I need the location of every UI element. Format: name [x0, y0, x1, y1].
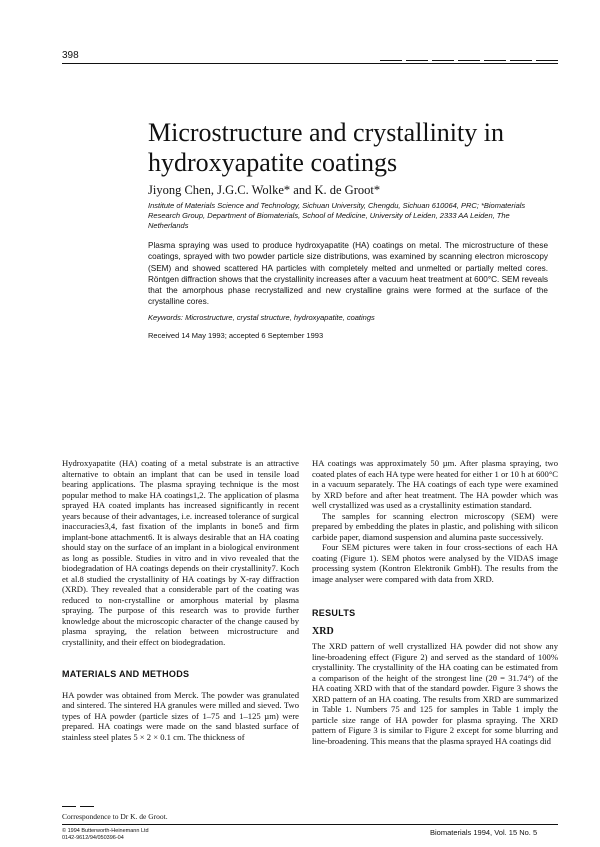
header-dash	[432, 60, 454, 61]
abstract: Plasma spraying was used to produce hydroxyapatite (HA) coatings on metal. The microstructure of these coatings, sprayed with two powder particle size distributions, was examined by scanning electron microscopy (SEM) and showed scattered HA particles with completely melted and unmelted or partially melted cores. Röntgen diffraction shows that the crystallinity increases after a vacuum heat treatment at 600°C. SEM reveals that the amorphous phase recrystallized and new crystalline grains were formed at the surface of the crystalline cores.	[148, 241, 548, 307]
header-dash	[484, 60, 506, 61]
footer-rule	[62, 824, 558, 825]
footnote-rule	[80, 806, 94, 807]
methods-heading: MATERIALS AND METHODS	[62, 669, 190, 679]
xrd-heading: XRD	[312, 625, 334, 637]
header-dash	[536, 60, 558, 61]
correspondence-note: Correspondence to Dr K. de Groot.	[62, 812, 168, 821]
header-dash	[510, 60, 532, 61]
introduction-paragraph: Hydroxyapatite (HA) coating of a metal substrate is an attractive alternative to obtain an implant that can be used in tensile load bearing applications. The plasma spraying technique is the most popular method to make HA coatings1,2. The application of plasma sprayed HA coated implants has increased significantly in recent years because of their advantages, i.e. increased tolerance of surgical inaccuracies3,4, fast fixation of the implants in bone5 and firm implant-bone attachment6. It is always desirable that an HA coating should stay on the surface of an implant in a biological environment as long as possible. Studies in vitro and in vivo revealed that the biodegradation of HA coatings depends on their crystallinity7. Koch et al.8 studied the crystallinity of HA coatings by X-ray diffraction (XRD). They revealed that a considerable part of the coating was reduced to non-crystalline or amorphous material by plasma spraying. The purpose of this research was to provide further knowledge about the microscopic character of the change caused by plasma spraying, the relation between microstructure and crystallinity, and their effect on biodegradation.	[62, 458, 299, 647]
methods-paragraph: HA powder was obtained from Merck. The powder was granulated and sintered. The sintered HA granules were milled and sieved. Two types of HA powder (particle sizes of 1–75 and 1–125 µm) were prepared. HA coatings were made on the sand blasted surface of stainless steel plates 5 × 2 × 0.1 cm. The thickness of	[62, 689, 299, 742]
journal-citation: Biomaterials 1994, Vol. 15 No. 5	[430, 828, 538, 837]
keywords: Keywords: Microstructure, crystal structure, hydroxyapatite, coatings	[148, 313, 375, 322]
author-affiliation: Institute of Materials Science and Technology, Sichuan University, Chengdu, Sichuan 610064, PRC; *Biomaterials Research Group, Department of Biomaterials, School of Medicine, University of Leiden, 2333 AA Leiden, The Netherlands	[148, 201, 526, 230]
article-authors: Jiyong Chen, J.G.C. Wolke* and K. de Groot*	[148, 183, 381, 197]
header-rule	[62, 63, 558, 64]
header-dash	[406, 60, 428, 61]
xrd-paragraph: The XRD pattern of well crystallized HA powder did not show any line-broadening effect (Figure 2) and served as the standard of 100% crystallinity. The crystallinity of the HA coating can be estimated from a comparison of the height of the strongest line (2θ = 31.74°) of the HA coating XRD with that of the standard powder. Figure 3 shows the XRD pattern of an HA coating. The results from XRD are summarized in Table 1. Numbers 75 and 125 for samples in Table 1 imply the particle size range of HA powder for plasma spraying. The XRD pattern of Figure 3 is similar to Figure 2 except for some blurring and line-broadening. This means that the plasma sprayed HA coatings did	[312, 641, 558, 746]
header-dash	[380, 60, 402, 61]
results-heading: RESULTS	[312, 608, 356, 618]
footnote-rule	[62, 806, 76, 807]
copyright-notice: © 1994 Butterworth-Heinemann Ltd 0142-9612/94/050396-04	[62, 828, 149, 841]
page-number: 398	[62, 50, 79, 61]
right-column	[312, 458, 558, 746]
methods-paragraph-continued: HA coatings was approximately 50 µm. After plasma spraying, two coated plates of each HA type were heated for either 1 or 10 h at 600°C in a vacuum separately. The HA coatings of each type were examined by XRD before and after heat treatment. The HA powder which was well crystallized was used as a crystallinity estimation standard.	[312, 458, 558, 510]
header-dash	[458, 60, 480, 61]
article-title: Microstructure and crystallinity in hydroxyapatite coatings	[148, 118, 504, 177]
sem-analysis-paragraph: Four SEM pictures were taken in four cross-sections of each HA coating (Figure 1). SEM photos were analysed by the VIDAS image processing system (Kontron Elektronik GmbH). The results from the image analyser were compared with data from XRD.	[312, 542, 558, 584]
received-dates: Received 14 May 1993; accepted 6 September 1993	[148, 331, 324, 340]
left-column	[62, 458, 299, 742]
sem-preparation-paragraph: The samples for scanning electron microscopy (SEM) were prepared by embedding the plates in plastic, and polishing with silicon carbide paper, diamond suspension and alumina paste successively.	[312, 510, 558, 542]
